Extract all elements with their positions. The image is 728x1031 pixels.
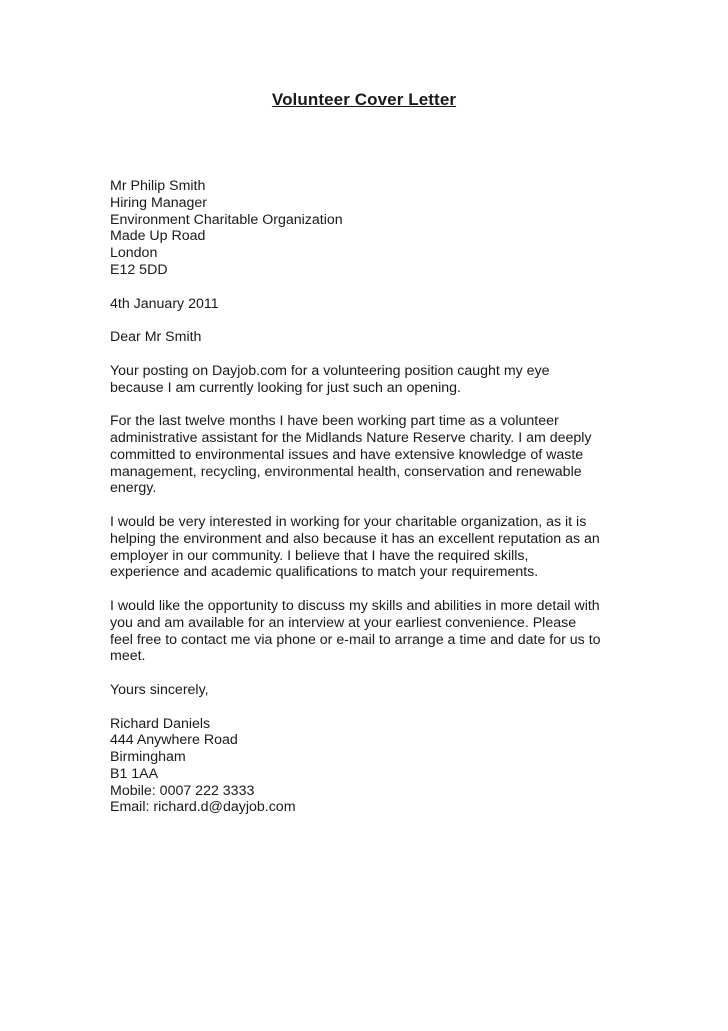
- recipient-address: [110, 178, 630, 279]
- paragraph-line: helping the environment and also because it has an excellent reputation as an: [110, 530, 600, 547]
- sender-line: Mobile: 0007 222 3333: [110, 782, 255, 799]
- salutation: [110, 329, 630, 346]
- paragraph-line: because I am currently looking for just such an opening.: [110, 379, 461, 396]
- paragraph-line: administrative assistant for the Midlands Nature Reserve charity. I am deeply: [110, 429, 592, 446]
- paragraph-line: For the last twelve months I have been working part time as a volunteer: [110, 413, 559, 430]
- recipient-line: Hiring Manager: [110, 194, 207, 211]
- paragraph-line: you and am available for an interview at your earliest convenience. Please: [110, 614, 577, 631]
- paragraph-line: energy.: [110, 480, 157, 497]
- date-text: 4th January 2011: [110, 295, 219, 312]
- recipient-line: E12 5DD: [110, 261, 168, 278]
- recipient-line: Mr Philip Smith: [110, 178, 206, 194]
- paragraph-line: I would be very interested in working for your charitable organization, as it is: [110, 513, 587, 530]
- recipient-line: Environment Charitable Organization: [110, 211, 343, 228]
- closing-text: Yours sincerely,: [110, 681, 209, 698]
- paragraph-4: [110, 598, 630, 665]
- paragraph-line: committed to environmental issues and have extensive knowledge of waste: [110, 446, 584, 463]
- sender-line: Richard Daniels: [110, 715, 211, 732]
- paragraph-3: [110, 514, 630, 581]
- document-title: Volunteer Cover Letter: [271, 90, 457, 109]
- paragraph-line: employer in our community. I believe that I have the required skills,: [110, 547, 529, 564]
- paragraph-line: I would like the opportunity to discuss my skills and abilities in more detail with: [110, 597, 600, 614]
- salutation-text: Dear Mr Smith: [110, 329, 202, 346]
- sender-line: 444 Anywhere Road: [110, 732, 238, 749]
- closing: [110, 682, 630, 699]
- paragraph-line: Your posting on Dayjob.com for a volunteering position caught my eye: [110, 362, 550, 379]
- sender-line: B1 1AA: [110, 765, 159, 782]
- recipient-line: London: [110, 245, 158, 262]
- letter-body: [110, 178, 630, 816]
- paragraph-line: feel free to contact me via phone or e-mail to arrange a time and date for us to: [110, 631, 601, 648]
- paragraph-line: meet.: [110, 648, 146, 665]
- letter-date: [110, 296, 630, 313]
- sender-line: Email: richard.d@dayjob.com: [110, 799, 296, 816]
- paragraph-line: management, recycling, environmental health, conservation and renewable: [110, 463, 582, 480]
- paragraph-1: [110, 363, 630, 397]
- sender-line: Birmingham: [110, 749, 186, 766]
- recipient-line: Made Up Road: [110, 228, 206, 245]
- sender-details: [110, 716, 630, 817]
- paragraph-2: [110, 413, 630, 497]
- paragraph-line: experience and academic qualifications to match your requirements.: [110, 564, 539, 581]
